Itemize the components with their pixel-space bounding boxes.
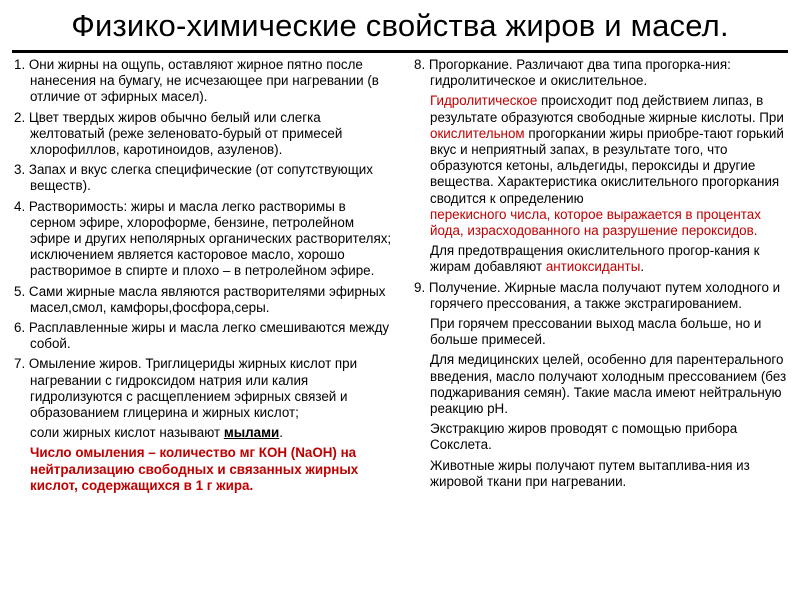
property-2-color: 2. Цвет твердых жиров обычно белый или слегка желтоватый (реже зеленовато-бурый от примесей хлорофиллов, каротиноидов, азуленов).	[14, 109, 343, 158]
antioxidants-end: .	[640, 259, 645, 275]
oxidative-rancidity	[414, 126, 788, 207]
antioxidants-term: антиоксиданты	[545, 259, 641, 275]
property-8-rancidity: 8. Прогоркание. Различают два типа прогорка-ния: гидролитическое и окислительное.	[414, 57, 731, 89]
hydrolytic-term: Гидролитическое	[430, 93, 538, 109]
property-1-texture: 1. Они жирны на ощупь, оставляют жирное пятно после нанесения на бумагу, не исчезающее при нагревании (в отличие от эфирных масел).	[14, 57, 379, 105]
property-6-mixing: 6. Расплавленные жиры и масла легко смешиваются между собой.	[14, 320, 390, 352]
oxidative-term: окислительном	[430, 125, 525, 141]
soap-definition	[14, 425, 392, 441]
antioxidants-note	[414, 243, 788, 275]
saponification-number-definition: Число омыления – количество мг КОН (NaOH) на нейтрализацию свободных и связанных жирных кислот, содержащихся в 1 г жира.	[30, 445, 359, 493]
slide-title: Физико-химические свойства жиров и масел.	[71, 8, 729, 43]
animal-fats-note: Животные жиры получают путем вытаплива-ния из жировой ткани при нагревании.	[430, 457, 750, 489]
title-underline-divider	[12, 50, 788, 53]
left-column	[14, 57, 392, 498]
soap-definition-suffix: .	[279, 425, 283, 441]
extraction-note: Экстракцию жиров проводят с помощью прибора Сокслета.	[430, 421, 738, 453]
hydrolytic-rancidity	[414, 93, 788, 125]
oxidative-description: прогоркании жиры приобре-тают горький вкус и неприятный запах, в результате того, что образуются кетоны, альдегиды, пероксиды и другие вещества. Характеристика окислительного прогоркания сводится к определению	[430, 125, 784, 206]
right-column	[414, 57, 788, 494]
property-3-smell-taste: 3. Запах и вкус слегка специфические (от сопутствующих веществ).	[14, 162, 373, 194]
soap-definition-prefix: соли жирных кислот называют	[30, 425, 224, 441]
antioxidants-text: Для предотвращения окислительного прогор-кания к жирам добавляют	[430, 243, 760, 275]
soap-term: мылами	[223, 425, 280, 441]
property-9-production: 9. Получение. Жирные масла получают путем холодного и горячего прессования, а также экстрагированием.	[414, 279, 781, 311]
hydrolytic-description: происходит под действием липаз, в результате образуются свободные жирные кислоты. При	[430, 93, 784, 125]
peroxide-number-definition: перекисного числа, которое выражается в процентах йода, израсходованного на разрушение пероксидов.	[430, 206, 761, 239]
property-5-solvents: 5. Сами жирные масла являются растворителями эфирных масел,смол, камфоры,фосфора,серы.	[14, 283, 386, 315]
property-7-saponification: 7. Омыление жиров. Триглицериды жирных кислот при нагревании с гидроксидом натрия или калия гидролизуются с расщеплением эфирных связей и образованием глицерина и жирных кислот;	[14, 356, 358, 421]
medical-purposes-note: Для медицинских целей, особенно для парентерального введения, масло получают холодным прессованием (без поджаривания семян). Такие масла имеют нейтральную реакцию рН.	[430, 352, 787, 417]
property-4-solubility: 4. Растворимость: жиры и масла легко растворимы в серном эфире, хлороформе, бензине, петролейном эфире и других неполярных органических растворителях; исключением является касторовое масло, хорошо растворимое в спирте и плохо – в петролейном эфире.	[14, 198, 392, 279]
hot-pressing-note: При горячем прессовании выход масла больше, но и больше примесей.	[430, 316, 762, 348]
